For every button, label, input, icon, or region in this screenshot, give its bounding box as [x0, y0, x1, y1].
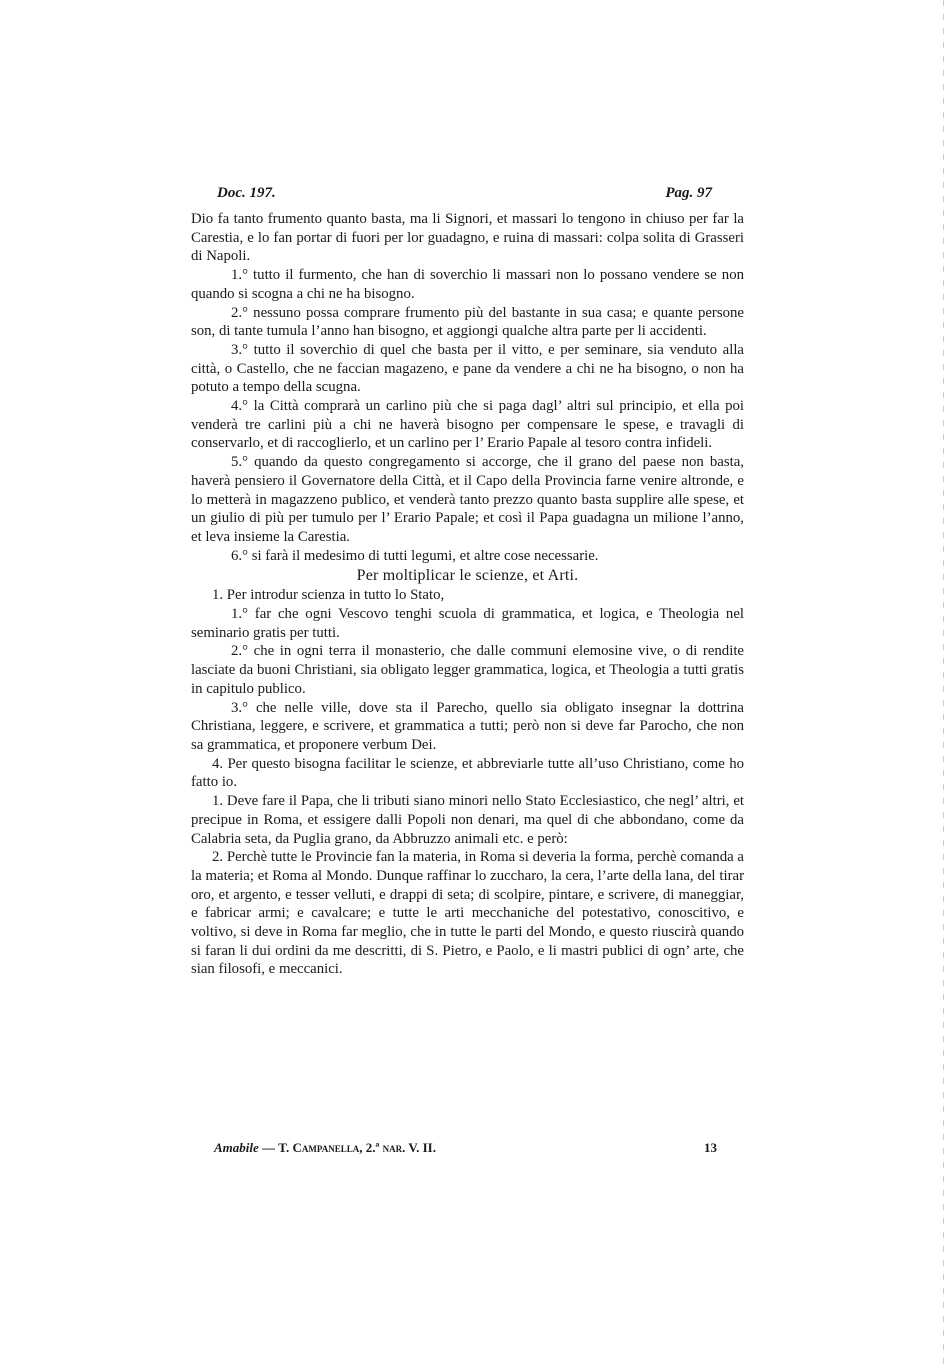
paragraph: 1. Deve fare il Papa, che li tributi siano minori nello Stato Ecclesiastico, che negl’ altri, et precipue in Roma, et essigere dalli Popoli non denari, ma quel di che abbondano, come da Calabria seta, da Puglia grano, da Abbruzzo animali etc. e però: — [191, 793, 744, 847]
paragraph: 3.° tutto il soverchio di quel che basta per il vitto, e per seminare, sia venduto alla città, o Castello, che ne faccian magazeno, e pane da vendere a chi ne ha bisogno, o non ha potuto a tempo della scugna. — [191, 341, 744, 396]
paragraph: 2.° nessuno possa comprare frumento più del bastante in sua casa; e quante persone son, di tante tumula l’anno han bisogno, et aggiongi qualche altra parte per li accidenti. — [191, 304, 744, 340]
paragraph: 1. Per introdur scienza in tutto lo Stato, — [212, 587, 445, 604]
footer-work: T. Campanella, 2.ª nar. V. II. — [278, 1140, 436, 1155]
footer-author: Amabile — [214, 1140, 259, 1155]
page-label: Pag. 97 — [665, 185, 712, 201]
paragraph: 2.° che in ogni terra il monasterio, che dalle communi elemosine vive, o di rendite lasciate da buoni Christiani, sia obligato legger grammatica, logica, et Theologia a tutti gratis in capitulo publico. — [191, 643, 744, 697]
footer-citation — [214, 1140, 436, 1156]
footer-separator: — — [258, 1140, 279, 1155]
footer-page-number: 13 — [704, 1140, 717, 1155]
doc-label: Doc. 197. — [217, 185, 276, 201]
paragraph: 2. Perchè tutte le Provincie fan la materia, in Roma si deveria la forma, perchè comanda a la materia; et Roma al Mondo. Dunque raffinar lo zuccharo, la cera, l’arte della lana, del tirar oro, et argento, e tesser velluti, e drappi di seta; di scolpire, pintare, e scrivere, di maneggiar, e fabricar armi; e cavalcare; e tutte le arti mecchaniche del potestativo, conoscitivo, e voltivo, si deve in Roma far meglio, che in tutte le parti del Mondo, e questo riuscirà quando si faran li dui ordini da me descritti, di S. Pietro, e Paolo, e li mastri publici di ogn’ arte, che sian filosofi, e meccanici. — [191, 849, 744, 978]
paragraph: 5.° quando da questo congregamento si accorge, che il grano del paese non basta, haverà pensiero il Governatore della Città, et il Capo della Provincia farne venire altronde, e lo metterà in magazzeno publico, et venderà tanto prezzo quanto basta supplire alle spese, et un giulio di più per tumulo per l’ Erario Papale; et così il Papa guadagna un milione l’anno, et leva insieme la Carestia. — [191, 454, 744, 545]
paragraph: 1.° far che ogni Vescovo tenghi scuola di grammatica, et logica, e Theologia nel seminario gratis per tutti. — [191, 606, 744, 641]
paragraph: Dio fa tanto frumento quanto basta, ma li Signori, et massari lo tengono in chiuso per far la Carestia, e lo fan portar di fuori per lor guadagno, e ruina di massari: colpa solita di Grasseri di Napoli. — [191, 211, 744, 265]
paragraph: 6.° si farà il medesimo di tutti legumi, et altre cose necessarie. — [231, 547, 599, 564]
paragraph: 1.° tutto il furmento, che han di soverchio li massari non lo possano vendere se non quando si scogna a chi ne ha bisogno. — [191, 267, 744, 302]
paragraph: 3.° che nelle ville, dove sta il Parecho, quello sia obligato insegnar la dottrina Christiana, leggere, e scrivere, et grammatica a tutti; però non si deve far Parocho, che non sa grammatica, et proponere verbum Dei. — [191, 699, 744, 753]
section-title: Per moltiplicar le scienze, et Arti. — [356, 567, 579, 585]
body-text — [191, 210, 744, 979]
paragraph: 4.° la Città comprarà un carlino più che si paga dagl’ altri sul principio, et ella poi venderà tre carlini più a chi ne haverà bisogno per compensare le spese, e travagli di conservarlo, et di raccoglierlo, et un carlino per l’ Erario Papale al tesoro contra infideli. — [191, 398, 744, 452]
page-edge-mark — [943, 0, 944, 1371]
page-footer — [214, 1140, 717, 1156]
page-header — [217, 185, 712, 202]
paragraph: 4. Per questo bisogna facilitar le scienze, et abbreviarle tutte all’uso Christiano, come ho fatto io. — [191, 755, 744, 791]
